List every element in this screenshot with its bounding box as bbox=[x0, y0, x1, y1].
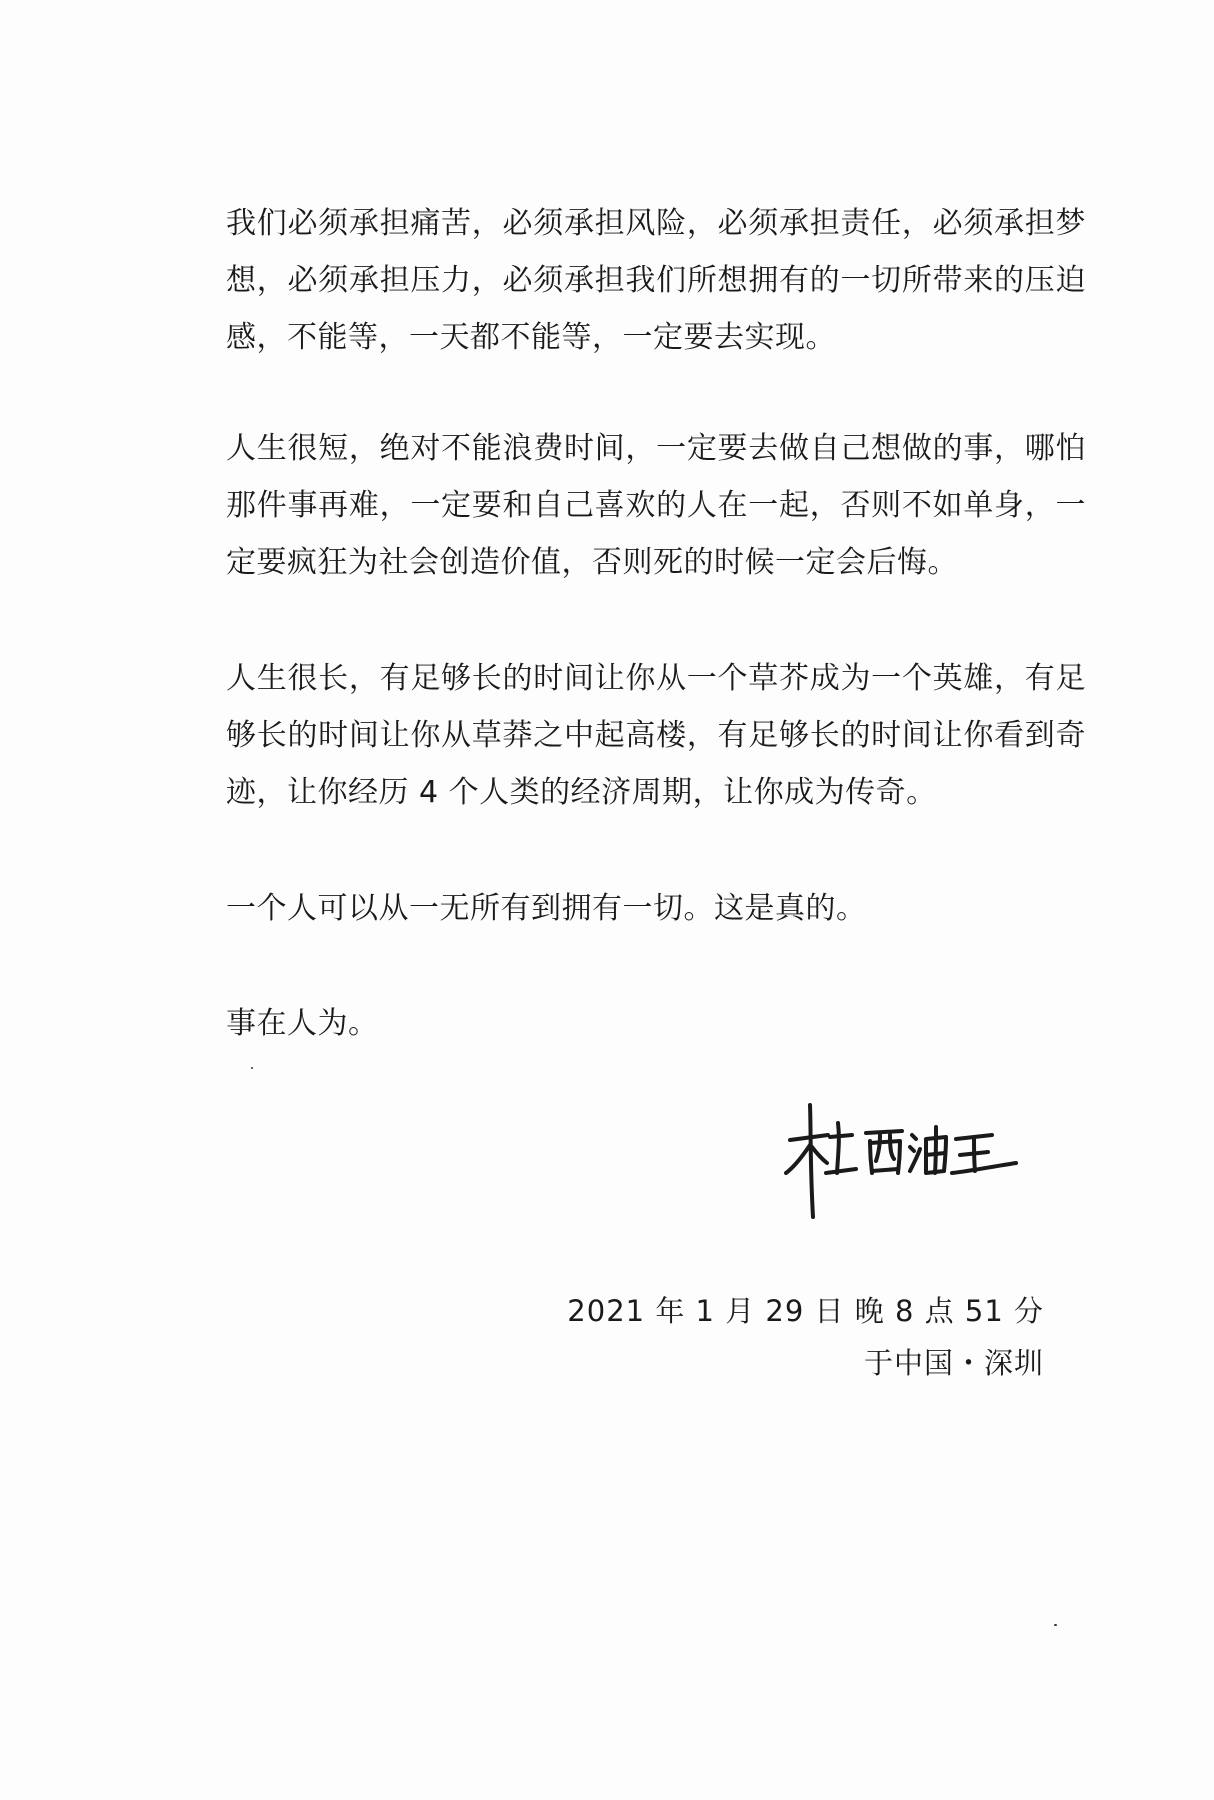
scan-speck bbox=[1054, 1624, 1057, 1626]
paragraph-3: 人生很长，有足够长的时间让你从一个草芥成为一个英雄，有足够长的时间让你从草莽之中起高楼，有足够长的时间让你看到奇迹，让你经历 4 个人类的经济周期，让你成为传奇。 bbox=[226, 661, 1086, 810]
paragraph-2: 人生很短，绝对不能浪费时间，一定要去做自己想做的事，哪怕那件事再难，一定要和自己喜欢的人在一起，否则不如单身，一定要疯狂为社会创造价值，否则死的时候一定会后悔。 bbox=[226, 431, 1086, 580]
signature-footer bbox=[567, 1285, 1044, 1389]
scan-speck bbox=[251, 1067, 253, 1069]
paragraph-1: 我们必须承担痛苦，必须承担风险，必须承担责任，必须承担梦想，必须承担压力，必须承担我们所想拥有的一切所带来的压迫感，不能等，一天都不能等，一定要去实现。 bbox=[226, 206, 1086, 355]
handwritten-signature bbox=[780, 1085, 1030, 1235]
paragraph-5: 事在人为。 bbox=[226, 1006, 379, 1041]
paragraph-4: 一个人可以从一无所有到拥有一切。这是真的。 bbox=[226, 891, 867, 926]
location-line: 于中国・深圳 bbox=[863, 1346, 1044, 1380]
date-line: 2021 年 1 月 29 日 晚 8 点 51 分 bbox=[567, 1294, 1044, 1328]
